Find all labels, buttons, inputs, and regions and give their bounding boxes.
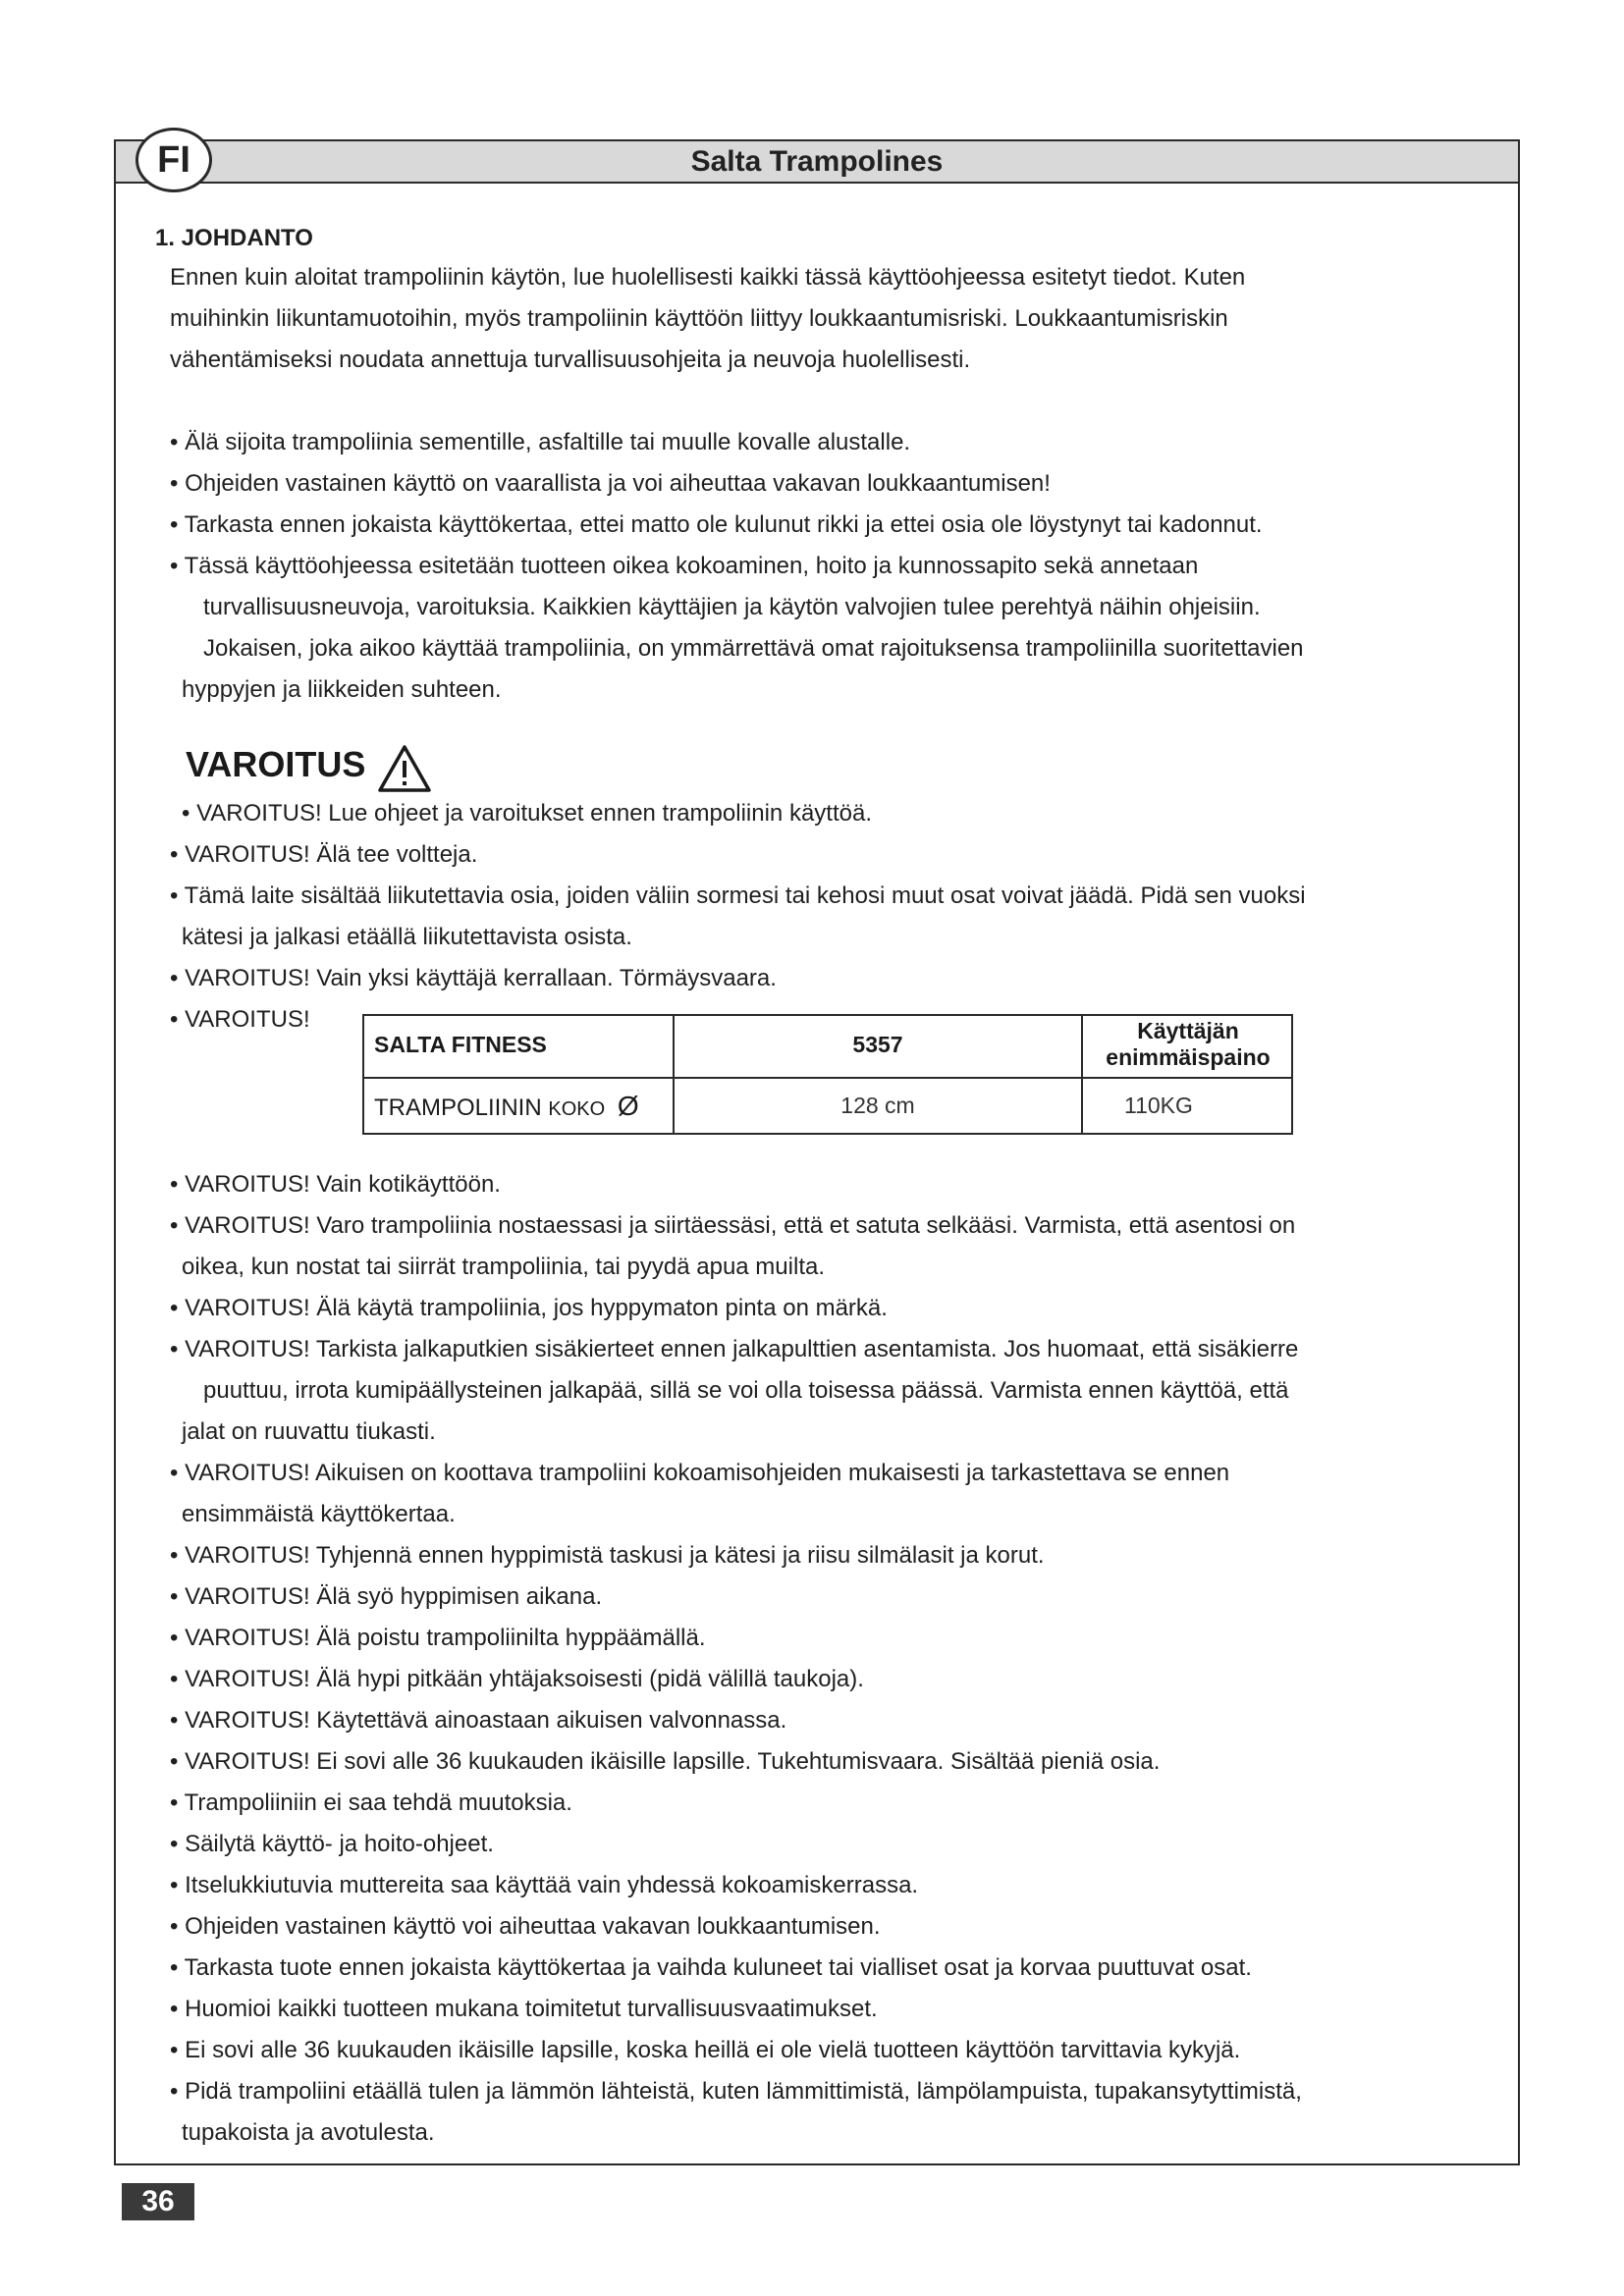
warning-bullet: • VAROITUS! <box>170 1006 310 1033</box>
intro-paragraph-line: Ennen kuin aloitat trampoliinin käytön, lue huolellisesti kaikki tässä käyttöohjeessa esitetyt tiedot. Kuten <box>170 264 1246 291</box>
intro-bullet: • Älä sijoita trampoliinia sementille, asfaltille tai muulle kovalle alustalle. <box>170 429 911 455</box>
warning-bullet: • Pidä trampoliini etäällä tulen ja lämmön lähteistä, kuten lämmittimistä, lämpölampuista, tupakansytyttimistä, <box>170 2078 1302 2105</box>
warning-bullet-continuation: ensimmäistä käyttökertaa. <box>182 1501 456 1527</box>
warning-bullet: • Itselukkiutuvia muttereita saa käyttää vain yhdessä kokoamiskerrassa. <box>170 1872 919 1898</box>
intro-bullet-continuation: hyppyjen ja liikkeiden suhteen. <box>182 676 502 703</box>
warning-bullet-continuation: puuttuu, irrota kumipäällysteinen jalkapää, sillä se voi olla toisessa päässä. Varmista ennen käyttöä, että <box>203 1377 1289 1404</box>
warning-bullet: • VAROITUS! Käytettävä ainoastaan aikuisen valvonnassa. <box>170 1707 787 1734</box>
warning-bullet: • Ei sovi alle 36 kuukauden ikäisille lapsille, koska heillä ei ole vielä tuotteen käyttöön tarvittavia kykyjä. <box>170 2037 1241 2063</box>
spec-table <box>362 1014 1293 1135</box>
warning-bullet: • Säilytä käyttö- ja hoito-ohjeet. <box>170 1831 494 1857</box>
warning-bullet: • Tarkasta tuote ennen jokaista käyttökertaa ja vaihda kuluneet tai vialliset osat ja korvaa puuttuvat osat. <box>170 1954 1252 1981</box>
warning-bullet: • VAROITUS! Vain yksi käyttäjä kerrallaan. Törmäysvaara. <box>170 965 777 991</box>
header-bar <box>116 141 1518 184</box>
warning-heading: VAROITUS <box>186 744 366 784</box>
intro-bullet: • Ohjeiden vastainen käyttö on vaarallista ja voi aiheuttaa vakavan loukkaantumisen! <box>170 470 1051 497</box>
warning-bullet: • VAROITUS! Ei sovi alle 36 kuukauden ikäisille lapsille. Tukehtumisvaara. Sisältää pieniä osia. <box>170 1748 1161 1775</box>
warning-bullet: • VAROITUS! Tarkista jalkaputkien sisäkierteet ennen jalkapulttien asentamista. Jos huomaat, että sisäkierre <box>170 1336 1299 1362</box>
warning-bullet: • VAROITUS! Vain kotikäyttöön. <box>170 1171 501 1198</box>
warning-bullet: • VAROITUS! Tyhjennä ennen hyppimistä taskusi ja kätesi ja riisu silmälasit ja korut. <box>170 1542 1045 1569</box>
intro-bullet: • Tarkasta ennen jokaista käyttökertaa, ettei matto ole kulunut rikki ja ettei osia ole löystynyt tai kadonnut. <box>170 511 1263 538</box>
page-number: 36 <box>122 2183 194 2220</box>
warning-bullet: • VAROITUS! Älä tee voltteja. <box>170 841 478 868</box>
intro-paragraph-line: muihinkin liikuntamuotoihin, myös trampoliinin käyttöön liittyy loukkaantumisriski. Loukkaantumisriskin <box>170 305 1228 332</box>
warning-bullet: • VAROITUS! Lue ohjeet ja varoitukset ennen trampoliinin käyttöä. <box>182 800 872 827</box>
spec-max-weight-label: Käyttäjän enimmäispaino <box>1106 1018 1271 1070</box>
spec-size-label: TRAMPOLIININ KOKO Ø <box>374 1091 639 1121</box>
spec-max-weight-value: 110KG <box>1124 1093 1193 1118</box>
language-badge: FI <box>135 128 212 192</box>
warning-triangle-icon <box>377 744 432 793</box>
warning-bullet: • VAROITUS! Älä syö hyppimisen aikana. <box>170 1583 603 1610</box>
warning-bullet: • VAROITUS! Varo trampoliinia nostaessasi ja siirtäessäsi, että et satuta selkääsi. Varmista, että asentosi on <box>170 1212 1296 1239</box>
warning-bullet: • Huomioi kaikki tuotteen mukana toimitetut turvallisuusvaatimukset. <box>170 1996 878 2022</box>
warning-bullet-continuation: kätesi ja jalkasi etäällä liikutettavista osista. <box>182 924 632 950</box>
warning-bullet: • VAROITUS! Älä poistu trampoliinilta hyppäämällä. <box>170 1625 706 1651</box>
section-heading-intro: 1. JOHDANTO <box>155 225 313 251</box>
spec-brand: SALTA FITNESS <box>374 1032 547 1057</box>
warning-bullet: • Trampoliiniin ei saa tehdä muutoksia. <box>170 1789 572 1816</box>
warning-bullet-continuation: jalat on ruuvattu tiukasti. <box>182 1418 436 1445</box>
spec-model: 5357 <box>852 1032 903 1057</box>
warning-bullet: • VAROITUS! Älä käytä trampoliinia, jos hyppymaton pinta on märkä. <box>170 1295 888 1321</box>
warning-bullet: • VAROITUS! Älä hypi pitkään yhtäjaksoisesti (pidä välillä taukoja). <box>170 1666 864 1692</box>
warning-bullet-continuation: oikea, kun nostat tai siirrät trampoliinia, tai pyydä apua muilta. <box>182 1254 825 1280</box>
diameter-icon: Ø <box>617 1091 639 1121</box>
intro-bullet: • Tässä käyttöohjeessa esitetään tuotteen oikea kokoaminen, hoito ja kunnossapito sekä annetaan <box>170 553 1199 579</box>
intro-paragraph-line: vähentämiseksi noudata annettuja turvallisuusohjeita ja neuvoja huolellisesti. <box>170 347 971 373</box>
intro-bullet-continuation: turvallisuusneuvoja, varoituksia. Kaikkien käyttäjien ja käytön valvojien tulee perehtyä näihin ohjeisiin. <box>203 594 1261 620</box>
spec-size-value: 128 cm <box>840 1093 915 1118</box>
intro-bullet-continuation: Jokaisen, joka aikoo käyttää trampoliinia, on ymmärrettävä omat rajoituksensa trampoliinilla suoritettavien <box>203 635 1304 662</box>
warning-bullet: • VAROITUS! Aikuisen on koottava trampoliini kokoamisohjeiden mukaisesti ja tarkastettava se ennen <box>170 1460 1230 1486</box>
page-title: Salta Trampolines <box>690 145 944 178</box>
warning-bullet-continuation: tupakoista ja avotulesta. <box>182 2119 435 2146</box>
warning-bullet: • Tämä laite sisältää liikutettavia osia, joiden väliin sormesi tai kehosi muut osat voivat jäädä. Pidä sen vuoksi <box>170 882 1306 909</box>
warning-bullet: • Ohjeiden vastainen käyttö voi aiheuttaa vakavan loukkaantumisen. <box>170 1913 881 1940</box>
